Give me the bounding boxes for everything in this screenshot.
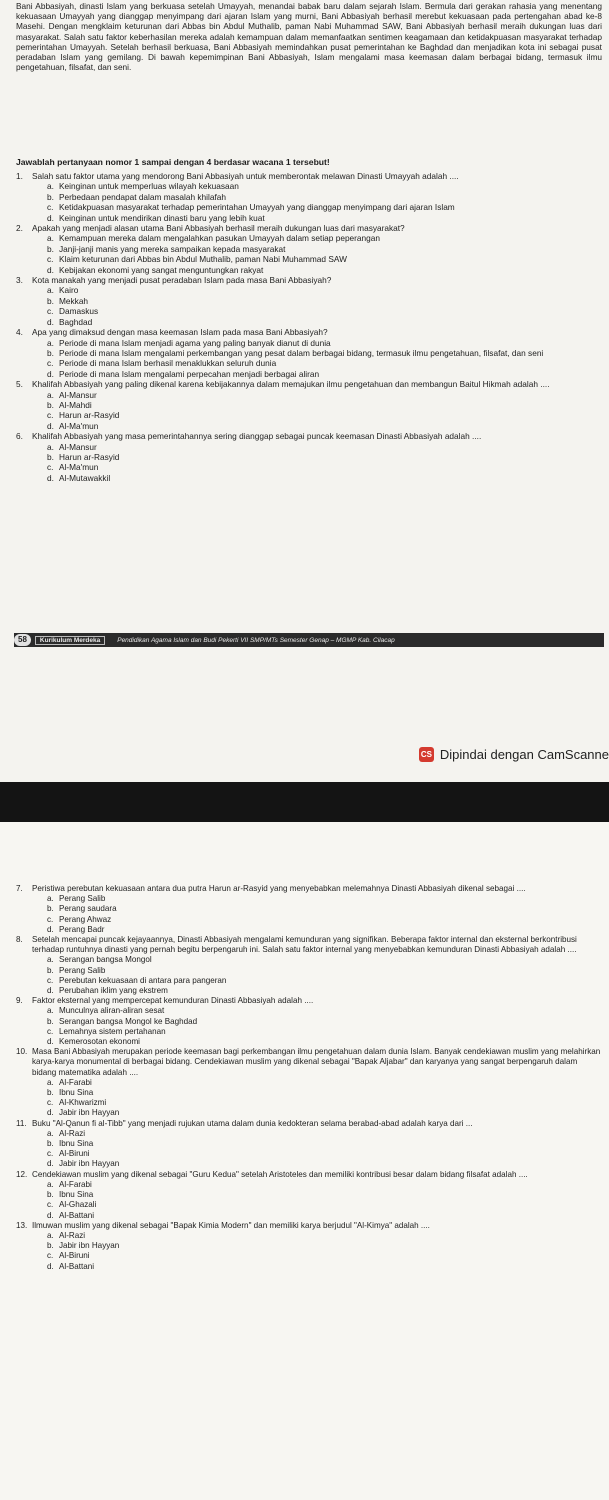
answer-option <box>16 955 602 965</box>
option-text: Al-Farabi <box>59 1179 92 1189</box>
option-letter: c. <box>47 410 54 421</box>
camscanner-watermark <box>419 747 609 762</box>
answer-option <box>16 1262 602 1272</box>
answer-option <box>16 400 602 410</box>
answer-option <box>16 1211 602 1221</box>
option-text: Al-Mansur <box>59 389 97 400</box>
option-letter: b. <box>47 399 54 410</box>
answer-option <box>16 1027 602 1037</box>
question-number: 9. <box>16 996 23 1006</box>
option-text: Al-Mansur <box>59 441 97 452</box>
answer-option <box>16 442 602 452</box>
question-number: 5. <box>16 379 23 390</box>
option-letter: c. <box>47 306 54 317</box>
option-text: Perang Badr <box>59 924 105 934</box>
answer-option <box>16 369 602 379</box>
option-letter: a. <box>47 894 54 904</box>
answer-option <box>16 462 602 472</box>
answer-option <box>16 1108 602 1118</box>
question-number: 4. <box>16 327 23 338</box>
option-text: Perang Salib <box>59 894 106 904</box>
reading-passage: Bani Abbasiyah, dinasti Islam yang berkuasa setelah Umayyah, menandai babak baru dalam sejarah Islam. Bermula dari gerakan rahasia yang menentang kekuasaan Umayyah yang dianggap menyimpang dari ajaran Islam yang murni, Bani Abbasiyah berhasil merebut kekuasaan pada pertengahan abad ke-8 Masehi. Dengan mengklaim keturunan dari Abbas bin Abdul Muthalib, paman Nabi Muhammad SAW, Bani Abbasiyah berhasil meraih dukungan luas dari masyarakat. Salah satu faktor keberhasilan mereka adalah kemampuan dalam memanfaatkan sentimen keagamaan dan ketidakpuasan masyarakat terhadap pemerintahan Umayyah. Setelah berhasil berkuasa, Bani Abbasiyah memindahkan pusat pemerintahan ke Baghdad dan menjadikan kota ini sebagai pusat peradaban Islam yang gemilang. Di bawah kepemimpinan Bani Abbasiyah, Islam mengalami masa keemasan dalam berbagai bidang, termasuk ilmu pengetahuan, filsafat, dan seni. <box>16 1 602 73</box>
question-number: 1. <box>16 171 23 181</box>
page-footer <box>14 633 604 647</box>
option-letter: b. <box>47 451 54 462</box>
option-text: Ketidakpuasan masyarakat terhadap pemerintahan Umayyah yang dianggap menyimpang dari ajaran Islam <box>59 202 455 213</box>
curriculum-badge: Kurikulum Merdeka <box>35 636 105 645</box>
question-number: 6. <box>16 431 23 442</box>
option-letter: c. <box>47 1251 54 1261</box>
answer-option <box>16 306 602 316</box>
option-letter: d. <box>47 924 54 934</box>
option-text: Kairo <box>59 285 79 296</box>
answer-option <box>16 265 602 275</box>
option-text: Ibnu Sina <box>59 1190 94 1200</box>
question-number: 2. <box>16 223 23 234</box>
question-text: Kota manakah yang menjadi pusat peradaban Islam pada masa Bani Abbasiyah? <box>32 275 332 286</box>
question-number: 8. <box>16 935 23 945</box>
camscanner-text: Dipindai dengan CamScanne <box>439 747 609 762</box>
question-text: Khalifah Abbasiyah yang paling dikenal karena kebijakannya dalam memajukan ilmu pengetahuan dan membangun Baitul Hikmah adalah .... <box>32 379 550 390</box>
option-text: Al-Battani <box>59 1261 95 1271</box>
answer-option <box>16 1037 602 1047</box>
answer-option <box>16 1159 602 1169</box>
option-text: Al-Biruni <box>59 1251 90 1261</box>
question-item <box>16 431 602 483</box>
question-item <box>16 1170 602 1221</box>
option-letter: d. <box>47 368 54 379</box>
option-letter: a. <box>47 1230 54 1240</box>
option-text: Al-Ghazali <box>59 1200 97 1210</box>
question-item <box>16 1221 602 1272</box>
question-number: 13. <box>16 1220 28 1230</box>
question-item <box>16 171 602 223</box>
answer-option <box>16 1231 602 1241</box>
option-text: Perang saudara <box>59 904 117 914</box>
option-text: Periode di mana Islam berhasil menaklukkan seluruh dunia <box>59 358 277 369</box>
answer-option <box>16 904 602 914</box>
option-letter: d. <box>47 986 54 996</box>
answer-option <box>16 244 602 254</box>
option-letter: d. <box>47 1108 54 1118</box>
question-number: 3. <box>16 275 23 286</box>
answer-option <box>16 390 602 400</box>
option-letter: c. <box>47 202 54 213</box>
option-letter: b. <box>47 295 54 306</box>
option-letter: a. <box>47 389 54 400</box>
question-text: Apakah yang menjadi alasan utama Bani Abbasiyah berhasil meraih dukungan luas dari masyarakat? <box>32 223 405 234</box>
option-letter: c. <box>47 462 54 473</box>
option-text: Al-Ma'mun <box>59 462 99 473</box>
option-text: Al-Khwarizmi <box>59 1098 107 1108</box>
option-letter: a. <box>47 285 54 296</box>
option-letter: d. <box>47 1159 54 1169</box>
option-letter: c. <box>47 358 54 369</box>
answer-option <box>16 976 602 986</box>
option-text: Perang Ahwaz <box>59 914 112 924</box>
option-text: Kemerosotan ekonomi <box>59 1037 140 1047</box>
question-number: 7. <box>16 884 23 893</box>
option-letter: b. <box>47 1241 54 1251</box>
option-text: Perang Salib <box>59 965 106 975</box>
scan-gap <box>0 782 609 822</box>
option-text: Al-Battani <box>59 1210 95 1220</box>
question-item <box>16 996 602 1047</box>
option-letter: a. <box>47 1077 54 1087</box>
option-text: Janji-janji manis yang mereka sampaikan kepada masyarakat <box>59 243 286 254</box>
question-item <box>16 935 602 996</box>
option-text: Perebutan kekuasaan di antara para pangeran <box>59 975 227 985</box>
option-letter: b. <box>47 1088 54 1098</box>
option-text: Al-Mahdi <box>59 399 92 410</box>
question-item <box>16 327 602 379</box>
answer-option <box>16 1098 602 1108</box>
answer-option <box>16 358 602 368</box>
option-text: Kebijakan ekonomi yang sangat menguntungkan rakyat <box>59 264 264 275</box>
option-letter: c. <box>47 1026 54 1036</box>
answer-option <box>16 1149 602 1159</box>
option-letter: d. <box>47 1037 54 1047</box>
question-list-page-2 <box>16 884 602 1272</box>
option-text: Munculnya aliran-aliran sesat <box>59 1006 165 1016</box>
option-text: Klaim keturunan dari Abbas bin Abdul Muthalib, paman Nabi Muhammad SAW <box>59 254 347 265</box>
option-letter: d. <box>47 472 54 483</box>
option-text: Al-Ma'mun <box>59 420 99 431</box>
option-text: Perbedaan pendapat dalam masalah khilafah <box>59 191 226 202</box>
option-text: Mekkah <box>59 295 89 306</box>
option-letter: b. <box>47 1190 54 1200</box>
footer-text: Pendidikan Agama Islam dan Budi Pekerti VII SMP/MTs Semester Genap – MGMP Kab. Cilacap <box>117 636 395 644</box>
option-letter: a. <box>47 955 54 965</box>
option-letter: a. <box>47 337 54 348</box>
option-letter: d. <box>47 1210 54 1220</box>
option-text: Damaskus <box>59 306 99 317</box>
question-item <box>16 1047 602 1118</box>
option-text: Serangan bangsa Mongol <box>59 955 152 965</box>
answer-option <box>16 966 602 976</box>
option-text: Harun ar-Rasyid <box>59 451 120 462</box>
question-text: Setelah mencapai puncak kejayaannya, Dinasti Abbasiyah mengalami kemunduran yang signifikan. Beberapa faktor internal dan eksternal berkontribusi terhadap runtuhnya dinasti yang pernah begitu berpengaruh ini. Salah satu faktor internal yang menyebabkan kemunduran Dinasti Abbasiyah adalah .... <box>32 935 577 955</box>
option-text: Perubahan iklim yang ekstrem <box>59 986 168 996</box>
answer-option <box>16 925 602 935</box>
option-letter: c. <box>47 1149 54 1159</box>
option-text: Al-Farabi <box>59 1077 92 1087</box>
option-text: Ibnu Sina <box>59 1088 94 1098</box>
answer-option <box>16 213 602 223</box>
answer-option <box>16 421 602 431</box>
option-text: Al-Mutawakkil <box>59 472 111 483</box>
question-text: Peristiwa perebutan kekuasaan antara dua putra Harun ar-Rasyid yang menyebabkan melemahnya Dinasti Abbasiyah dikenal sebagai .... <box>32 884 526 893</box>
answer-option <box>16 986 602 996</box>
option-letter: b. <box>47 904 54 914</box>
answer-option <box>16 317 602 327</box>
option-letter: a. <box>47 233 54 244</box>
question-item <box>16 275 602 327</box>
option-letter: c. <box>47 914 54 924</box>
option-text: Baghdad <box>59 316 93 327</box>
question-item <box>16 1119 602 1170</box>
option-letter: a. <box>47 181 54 192</box>
option-text: Al-Biruni <box>59 1149 90 1159</box>
question-text: Salah satu faktor utama yang mendorong Bani Abbasiyah untuk memberontak melawan Dinasti Umayyah adalah .... <box>32 171 459 181</box>
option-letter: b. <box>47 1139 54 1149</box>
answer-option <box>16 192 602 202</box>
question-item <box>16 223 602 275</box>
option-letter: d. <box>47 212 54 223</box>
option-text: Al-Razi <box>59 1128 86 1138</box>
question-number: 10. <box>16 1047 28 1057</box>
page-number: 58 <box>14 634 31 646</box>
option-letter: a. <box>47 1128 54 1138</box>
answer-option <box>16 1180 602 1190</box>
option-letter: d. <box>47 1261 54 1271</box>
option-text: Harun ar-Rasyid <box>59 410 120 421</box>
scanned-page-2 <box>0 822 609 1500</box>
question-number: 12. <box>16 1169 28 1179</box>
answer-option <box>16 181 602 191</box>
option-letter: c. <box>47 975 54 985</box>
answer-option <box>16 348 602 358</box>
question-list-page-1 <box>16 171 602 483</box>
option-text: Al-Razi <box>59 1230 86 1240</box>
answer-option <box>16 233 602 243</box>
answer-option <box>16 1088 602 1098</box>
option-letter: c. <box>47 254 54 265</box>
option-text: Jabir ibn Hayyan <box>59 1108 120 1118</box>
option-letter: a. <box>47 441 54 452</box>
option-letter: d. <box>47 264 54 275</box>
answer-option <box>16 915 602 925</box>
option-letter: b. <box>47 243 54 254</box>
option-letter: b. <box>47 965 54 975</box>
option-letter: a. <box>47 1006 54 1016</box>
question-text: Ilmuwan muslim yang dikenal sebagai "Bapak Kimia Modern" dan memiliki karya berjudul "Al-Kimya" adalah .... <box>32 1220 430 1230</box>
answer-option <box>16 1017 602 1027</box>
question-text: Masa Bani Abbasiyah merupakan periode keemasan bagi perkembangan ilmu pengetahuan dalam dunia Islam. Banyak cendekiawan muslim yang melahirkan karya-karya monumental di berbagai bidang. Cendekiawan muslim yang dikenal sebagai "Bapak Aljabar" dan karyanya yang sangat berpengaruh dalam bidang matematika adalah .... <box>32 1047 601 1077</box>
question-text: Apa yang dimaksud dengan masa keemasan Islam pada masa Bani Abbasiyah? <box>32 327 328 338</box>
question-number: 11. <box>16 1118 27 1128</box>
answer-option <box>16 285 602 295</box>
answer-option <box>16 1190 602 1200</box>
question-text: Cendekiawan muslim yang dikenal sebagai "Guru Kedua" setelah Aristoteles dan memiliki kontribusi besar dalam bidang filsafat adalah .... <box>32 1169 528 1179</box>
answer-option <box>16 1006 602 1016</box>
answer-option <box>16 1251 602 1261</box>
option-letter: b. <box>47 191 54 202</box>
answer-option <box>16 1129 602 1139</box>
answer-option <box>16 1078 602 1088</box>
option-letter: d. <box>47 316 54 327</box>
option-text: Periode di mana Islam menjadi agama yang paling banyak dianut di dunia <box>59 337 331 348</box>
answer-option <box>16 894 602 904</box>
option-letter: b. <box>47 347 54 358</box>
answer-option <box>16 473 602 483</box>
camscanner-logo-icon: CS <box>419 747 434 762</box>
option-text: Keinginan untuk mendirikan dinasti baru yang lebih kuat <box>59 212 265 223</box>
option-letter: d. <box>47 420 54 431</box>
option-letter: c. <box>47 1200 54 1210</box>
answer-option <box>16 296 602 306</box>
option-letter: a. <box>47 1179 54 1189</box>
option-text: Serangan bangsa Mongol ke Baghdad <box>59 1016 198 1026</box>
question-item <box>16 884 602 935</box>
instruction-text: Jawablah pertanyaan nomor 1 sampai dengan 4 berdasar wacana 1 tersebut! <box>16 157 330 167</box>
answer-option <box>16 410 602 420</box>
option-text: Jabir ibn Hayyan <box>59 1159 120 1169</box>
answer-option <box>16 1241 602 1251</box>
question-text: Faktor eksternal yang mempercepat kemunduran Dinasti Abbasiyah adalah .... <box>32 996 314 1006</box>
answer-option <box>16 254 602 264</box>
option-text: Ibnu Sina <box>59 1139 94 1149</box>
question-item <box>16 379 602 431</box>
option-text: Kemampuan mereka dalam mengalahkan pasukan Umayyah dalam setiap peperangan <box>59 233 381 244</box>
option-text: Keinginan untuk memperluas wilayah kekuasaan <box>59 181 239 192</box>
answer-option <box>16 452 602 462</box>
answer-option <box>16 338 602 348</box>
option-text: Lemahnya sistem pertahanan <box>59 1026 166 1036</box>
question-text: Buku "Al-Qanun fi al-Tibb" yang menjadi rujukan utama dalam dunia kedokteran selama berabad-abad adalah karya dari ... <box>32 1118 473 1128</box>
option-text: Jabir ibn Hayyan <box>59 1241 120 1251</box>
option-text: Periode di mana Islam mengalami perpecahan menjadi berbagai aliran <box>59 368 320 379</box>
answer-option <box>16 1139 602 1149</box>
answer-option <box>16 202 602 212</box>
option-text: Periode di mana Islam mengalami perkembangan yang pesat dalam berbagai bidang, termasuk ilmu pengetahuan, filsafat, dan seni <box>59 347 544 358</box>
question-text: Khalifah Abbasiyah yang masa pemerintahannya sering dianggap sebagai puncak keemasan Dinasti Abbasiyah adalah .... <box>32 431 482 442</box>
option-letter: b. <box>47 1016 54 1026</box>
answer-option <box>16 1200 602 1210</box>
option-letter: c. <box>47 1098 54 1108</box>
